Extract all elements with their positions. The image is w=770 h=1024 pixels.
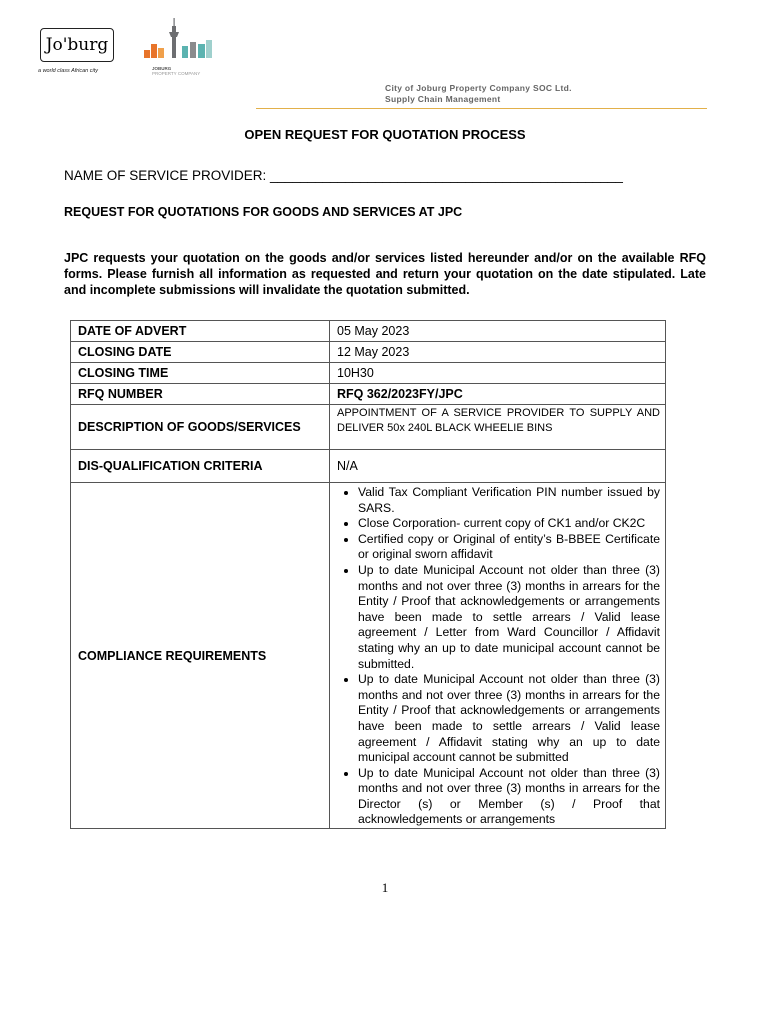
table-row — [71, 321, 666, 342]
list-item: • Up to date Municipal Account not older than three (3) months and not over three (3) months in arrears for the Entity / Proof that acknowledgements or arrangements have been made to settle arrears / Valid lease agreement / Letter from Ward Councillor / Affidavit stating why an up to date municipal account cannot be submitted. — [358, 563, 660, 672]
row-value: N/A — [330, 450, 666, 483]
list-item: • Up to date Municipal Account not older than three (3) months and not over three (3) months in arrears for the Director (s) or Member (s) / Proof that acknowledgements or arrangements — [358, 766, 660, 828]
list-item: • Valid Tax Compliant Verification PIN number issued by SARS. — [358, 485, 660, 516]
intro-paragraph: JPC requests your quotation on the goods and/or services listed hereunder and/or on the available RFQ forms. Please furnish all information as requested and return your quotation on the date stipulated. Late and incomplete submissions will invalidate the quotation submitted. — [64, 251, 706, 297]
row-value: 10H30 — [330, 363, 666, 384]
row-label: CLOSING TIME — [71, 363, 330, 384]
table-row — [71, 405, 666, 450]
joburg-tagline: a world class African city — [38, 68, 99, 74]
table-row — [71, 450, 666, 483]
table-row — [71, 363, 666, 384]
list-item: • Up to date Municipal Account not older than three (3) months and not over three (3) months in arrears for the Entity / Proof that acknowledgements or arrangements have been made to settle arrears / Valid lease agreement / Affidavit stating why an up to date municipal account cannot be submitted — [358, 672, 660, 766]
jpc-skyline-icon — [140, 18, 220, 66]
row-label: CLOSING DATE — [71, 342, 330, 363]
list-item: • Certified copy or Original of entity’s B-BBEE Certificate or original sworn affidavit — [358, 532, 660, 563]
company-name: City of Joburg Property Company SOC Ltd. — [385, 83, 572, 93]
department-name: Supply Chain Management — [385, 94, 501, 104]
table-row — [71, 384, 666, 405]
row-value: 05 May 2023 — [330, 321, 666, 342]
table-row — [71, 483, 666, 829]
compliance-label: COMPLIANCE REQUIREMENTS — [71, 483, 330, 829]
description-value: APPOINTMENT OF A SERVICE PROVIDER TO SUPPLY AND DELIVER 50x 240L BLACK WHEELIE BINS — [330, 405, 666, 450]
document-title: OPEN REQUEST FOR QUOTATION PROCESS — [244, 127, 526, 142]
joburg-logo-text: Jo'burg — [40, 28, 114, 62]
list-item: • Close Corporation- current copy of CK1 and/or CK2C — [358, 516, 660, 532]
compliance-list — [337, 485, 660, 828]
jpc-logo — [140, 18, 220, 76]
service-provider-line: NAME OF SERVICE PROVIDER: _______________________________________________ — [64, 168, 623, 183]
company-header — [385, 83, 572, 105]
row-label: DIS-QUALIFICATION CRITERIA — [71, 450, 330, 483]
row-label: RFQ NUMBER — [71, 384, 330, 405]
joburg-logo — [38, 26, 116, 70]
row-label: DATE OF ADVERT — [71, 321, 330, 342]
compliance-list-cell — [330, 483, 666, 829]
page-number: 1 — [381, 880, 389, 895]
jpc-logo-line2: PROPERTY COMPANY — [152, 71, 201, 76]
row-label: DESCRIPTION OF GOODS/SERVICES — [71, 405, 330, 450]
rfq-heading: REQUEST FOR QUOTATIONS FOR GOODS AND SERVICES AT JPC — [64, 205, 463, 219]
rfq-details-table — [70, 320, 666, 829]
jpc-logo-line1: JOBURG — [152, 66, 172, 71]
table-row — [71, 342, 666, 363]
header-divider — [256, 108, 707, 109]
rfq-number-value: RFQ 362/2023FY/JPC — [330, 384, 666, 405]
row-value: 12 May 2023 — [330, 342, 666, 363]
